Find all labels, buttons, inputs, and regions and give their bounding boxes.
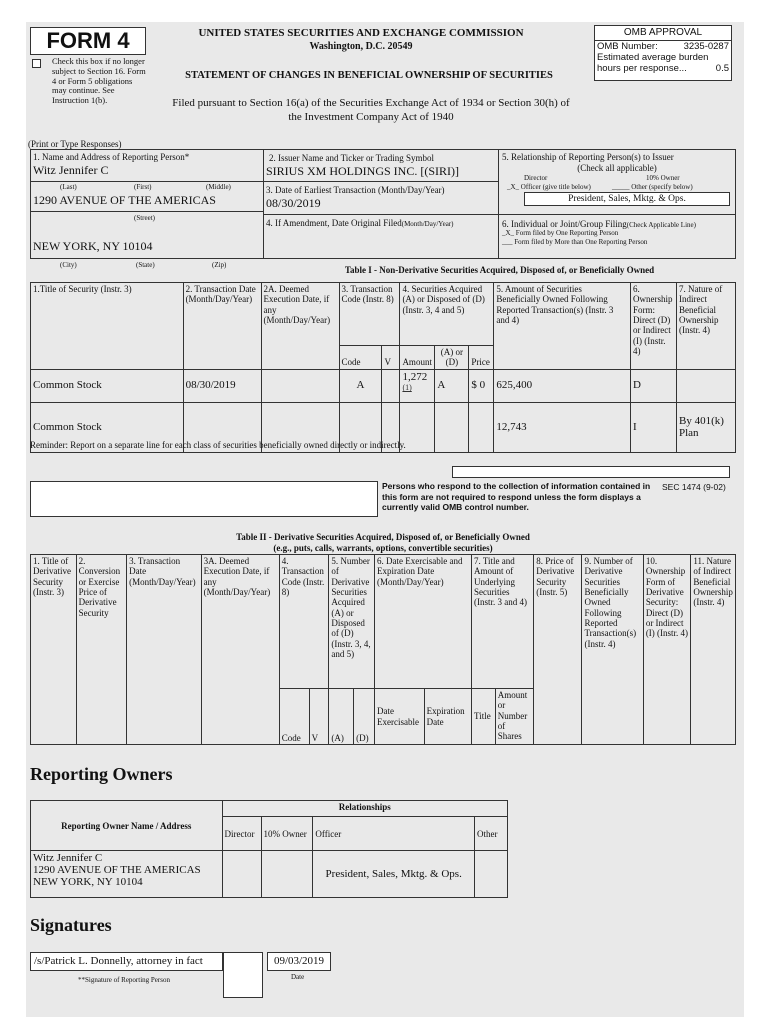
owners-relationships: Relationships — [222, 801, 507, 817]
signature-label: **Signature of Reporting Person — [78, 976, 170, 984]
last-label: (Last) — [60, 183, 77, 191]
row2-form: I — [631, 402, 677, 452]
t1-h-deemed: 2A. Deemed Execution Date, if any (Month/Day/Year) — [261, 283, 339, 370]
omb-number-row — [595, 41, 731, 52]
officer-title: President, Sales, Mktg. & Ops. — [524, 192, 730, 206]
officer-option: _X_ Officer (give title below) — [507, 183, 591, 191]
t2-h-amount: Amount or Number of Shares — [495, 689, 533, 745]
sec-number: SEC 1474 (9-02) — [662, 482, 726, 492]
issuer-name: SIRIUS XM HOLDINGS INC. [(SIRI)] — [266, 164, 459, 178]
t1-h-acquired: 4. Securities Acquired (A) or Disposed of (D) (Instr. 3, 4 and 5) — [400, 283, 494, 346]
hours-row — [595, 63, 731, 74]
burden-label: Estimated average burden — [597, 52, 709, 63]
form-title: FORM 4 — [46, 28, 130, 53]
first-label: (First) — [134, 183, 152, 191]
t1-h-form: 6. Ownership Form: Direct (D) or Indirect (I) (Instr. 4) — [631, 283, 677, 370]
amend-label: 4. If Amendment, Date Original Filed — [266, 218, 402, 228]
row1-aord: A — [435, 369, 469, 402]
t2-h-nature: 11. Nature of Indirect Beneficial Ownership (Instr. 4) — [691, 555, 736, 745]
statement-title: STATEMENT OF CHANGES IN BENEFICIAL OWNERSHIP OF SECURITIES — [185, 70, 553, 81]
signature-date: 09/03/2019 — [267, 952, 331, 971]
omb-number-label: OMB Number: — [597, 41, 658, 52]
owner-name: Witz Jennifer C — [33, 852, 103, 864]
t1-h-amount: Amount — [400, 346, 435, 370]
table1 — [30, 282, 736, 453]
checkbox-text-block — [52, 57, 148, 106]
amend-sub: (Month/Day/Year) — [401, 220, 454, 228]
t2-h-number: 5. Number of Derivative Securities Acquired (A) or Disposed of (D) (Instr. 3, 4, and 5) — [329, 555, 375, 689]
t2-h-exp: Expiration Date — [424, 689, 471, 745]
owner-cell — [31, 851, 223, 898]
reminder-blank — [452, 466, 730, 478]
t2-h-form: 10. Ownership Form of Derivative Security: Direct (D) or Indirect (I) (Instr. 4) — [643, 555, 691, 745]
relationship-check: (Check all applicable) — [577, 163, 657, 173]
omb-title: OMB APPROVAL — [595, 26, 731, 41]
t1-h-nature: 7. Nature of Indirect Beneficial Ownership (Instr. 4) — [676, 283, 735, 370]
filing-label: 6. Individual or Joint/Group Filing — [502, 219, 627, 229]
omb-approval-box — [594, 25, 732, 81]
form-page — [26, 22, 744, 1017]
row1-form: D — [631, 369, 677, 402]
owner-address2: NEW YORK, NY 10104 — [33, 876, 143, 888]
table2 — [30, 554, 736, 745]
persons-blank — [30, 481, 378, 517]
owners-other: Other — [474, 817, 507, 851]
owner-address1: 1290 AVENUE OF THE AMERICAS — [33, 864, 201, 876]
reporting-person-name: Witz Jennifer C — [33, 163, 109, 177]
relationship-label: 5. Relationship of Reporting Person(s) to Issuer — [502, 152, 674, 162]
other-option: _____ Other (specify below) — [612, 183, 693, 191]
row1-title: Common Stock — [31, 369, 184, 402]
print-note: (Print or Type Responses) — [28, 139, 122, 149]
state-label: (State) — [136, 261, 155, 269]
owners-heading: Reporting Owners — [30, 764, 173, 784]
signatures-heading: Signatures — [30, 915, 112, 935]
see-instruction: See Instruction 1(b). — [52, 85, 115, 106]
t2-h-following: 9. Number of Derivative Securities Beneficially Owned Following Reported Transaction(s) (Instr. 4) — [582, 555, 643, 745]
t1-h-owned: 5. Amount of Securities Beneficially Owned Following Reported Transaction(s) (Instr. 3 and 4) — [494, 283, 631, 370]
t2-h-title-sub: Title — [472, 689, 496, 745]
owner-other-val — [474, 851, 507, 898]
name-label: 1. Name and Address of Reporting Person — [33, 152, 185, 162]
row1-code: A — [339, 369, 382, 402]
row2-owned: 12,743 — [494, 402, 631, 452]
owners-table — [30, 800, 508, 898]
reporting-city-state: NEW YORK, NY 10104 — [33, 239, 153, 253]
director-option: Director — [524, 174, 548, 182]
t2-h-v: V — [309, 689, 329, 745]
row1-owned: 625,400 — [494, 369, 631, 402]
row2-title: Common Stock — [31, 402, 184, 452]
filing-sub: (Check Applicable Line) — [626, 221, 696, 229]
t2-h-dates: 6. Date Exercisable and Expiration Date (Month/Day/Year) — [375, 555, 472, 689]
t2-h-code-sub: Code — [279, 689, 309, 745]
row2-price — [469, 402, 494, 452]
earliest-date: 08/30/2019 — [266, 196, 321, 210]
t2-h-code: 4. Transaction Code (Instr. 8) — [279, 555, 329, 689]
zip-label: (Zip) — [212, 261, 227, 269]
middle-label: (Middle) — [206, 183, 231, 191]
table-row — [31, 369, 736, 402]
no-longer-subject-checkbox[interactable] — [32, 59, 41, 68]
filed-line-1: Filed pursuant to Section 16(a) of the Securities Exchange Act of 1934 or Section 30(h) of — [172, 97, 570, 109]
owners-director: Director — [222, 817, 261, 851]
row1-v — [382, 369, 400, 402]
t1-h-title: 1.Title of Security (Instr. 3) — [31, 283, 184, 370]
signature-value: /s/Patrick L. Donnelly, attorney in fact — [30, 952, 223, 971]
table2-title: Table II - Derivative Securities Acquired, Disposed of, or Beneficially Owned — [236, 532, 530, 542]
t2-h-underlying: 7. Title and Amount of Underlying Securities (Instr. 3 and 4) — [472, 555, 534, 689]
hours-label: hours per response... — [597, 63, 687, 74]
owner-director-val — [222, 851, 261, 898]
table1-title: Table I - Non-Derivative Securities Acquired, Disposed of, or Beneficially Owned — [344, 265, 655, 275]
filed-line-2: the Investment Company Act of 1940 — [288, 111, 454, 123]
row1-amount: 1,272 — [402, 370, 428, 383]
t2-h-a: (A) — [329, 689, 354, 745]
table-row — [31, 851, 508, 898]
row2-nature: By 401(k) Plan — [676, 402, 735, 452]
date-label: 3. Date of Earliest Transaction (Month/Day/Year) — [266, 185, 445, 195]
row1-price: $ 0 — [469, 369, 494, 402]
issuer-label: 2. Issuer Name and Ticker or Trading Symbol — [269, 153, 434, 163]
t1-h-code: 3. Transaction Code (Instr. 8) — [339, 283, 400, 346]
t1-h-v: V — [382, 346, 400, 370]
name-star: * — [184, 152, 190, 162]
owners-col-name: Reporting Owner Name / Address — [31, 801, 223, 851]
omb-number: 3235-0287 — [683, 41, 729, 52]
row1-nature — [676, 369, 735, 402]
agency-name: UNITED STATES SECURITIES AND EXCHANGE COMMISSION — [198, 27, 524, 39]
t2-h-date-ex: Date Exercisable — [375, 689, 425, 745]
filing-one: _X_ Form filed by One Reporting Person — [502, 229, 619, 237]
owners-ten-pct: 10% Owner — [261, 817, 313, 851]
amend-label-row — [266, 218, 454, 229]
row1-footnote-link[interactable]: (1) — [402, 383, 412, 393]
t1-h-code-sub: Code — [339, 346, 382, 370]
form-title-box — [30, 27, 146, 55]
signature-date-label: Date — [291, 973, 305, 981]
t2-h-deemed: 3A. Deemed Execution Date, if any (Month/Day/Year) — [201, 555, 279, 745]
filing-more: ___ Form filed by More than One Reporting Person — [502, 238, 648, 246]
row1-date: 08/30/2019 — [183, 369, 261, 402]
reporting-address: 1290 AVENUE OF THE AMERICAS — [33, 193, 216, 207]
persons-text: Persons who respond to the collection of information contained in this form are not required to respond unless the form displays a currently valid OMB control number. — [382, 481, 651, 513]
owner-officer-val: President, Sales, Mktg. & Ops. — [313, 851, 475, 898]
t1-h-date: 2. Transaction Date (Month/Day/Year) — [183, 283, 261, 370]
row1-deemed — [261, 369, 339, 402]
t1-h-aord: (A) or (D) — [435, 346, 469, 370]
t1-h-price: Price — [469, 346, 494, 370]
agency-location: Washington, D.C. 20549 — [309, 41, 413, 52]
t2-h-d: (D) — [354, 689, 375, 745]
row2-aord — [435, 402, 469, 452]
street-label: (Street) — [134, 214, 155, 222]
checkbox-text: Check this box if no longer subject to Section 16. Form 4 or Form 5 obligations may continue. — [52, 56, 146, 96]
signature-gap — [223, 952, 263, 998]
hours-value: 0.5 — [715, 63, 729, 74]
owners-officer: Officer — [313, 817, 475, 851]
t2-h-conversion: 2. Conversion or Exercise Price of Derivative Security — [76, 555, 126, 745]
table2-subtitle: (e.g., puts, calls, warrants, options, convertible securities) — [273, 543, 493, 553]
t2-h-title: 1. Title of Derivative Security (Instr. 3) — [31, 555, 77, 745]
city-label: (City) — [60, 261, 77, 269]
reminder-text: Reminder: Report on a separate line for each class of securities beneficially owned directly or indirectly. — [30, 440, 406, 450]
owner-ten-pct-val — [261, 851, 313, 898]
t2-h-price: 8. Price of Derivative Security (Instr. 5) — [534, 555, 582, 745]
ten-pct-option: 10% Owner — [646, 174, 680, 182]
row1-amount-cell — [400, 369, 435, 402]
t2-h-date: 3. Transaction Date (Month/Day/Year) — [127, 555, 202, 745]
name-label-row — [33, 152, 189, 162]
